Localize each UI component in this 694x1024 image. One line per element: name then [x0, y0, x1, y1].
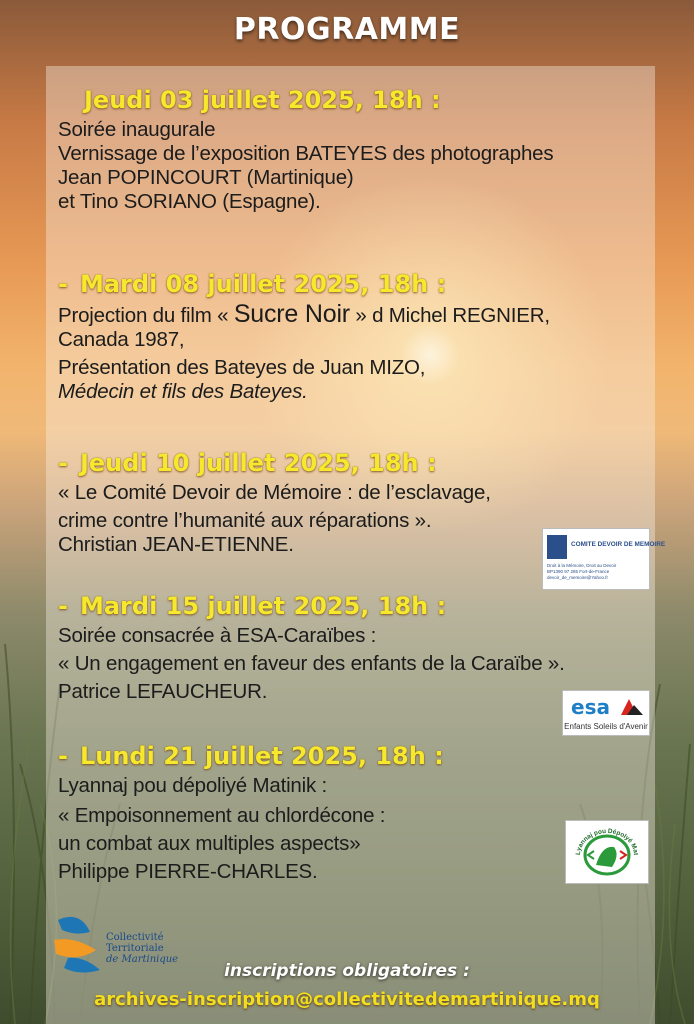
esa-logo: [562, 690, 650, 736]
film-director: » d Michel REGNIER,: [349, 304, 550, 327]
event-line: « Un engagement en faveur des enfants de la Caraïbe ».: [58, 652, 565, 675]
event-4: [58, 592, 656, 704]
event-date: Mardi 08 juillet 2025, 18h :: [79, 270, 447, 298]
event-line: Jean POPINCOURT (Martinique): [58, 166, 354, 189]
esa-mark: esa: [571, 695, 610, 719]
event-line: [58, 302, 656, 328]
event-dash: -: [58, 270, 68, 298]
film-intro: Projection du film «: [58, 304, 234, 327]
event-line: Présentation des Bateyes de Juan MIZO,: [58, 356, 426, 379]
comite-details: [547, 563, 616, 581]
event-date: Jeudi 03 juillet 2025, 18h :: [84, 86, 441, 114]
event-line: Lyannaj pou dépoliyé Matinik :: [58, 774, 328, 797]
registration-email-link[interactable]: archives-inscription@collectivitedemartinique.mq: [94, 989, 600, 1010]
comite-logo: [542, 528, 666, 590]
event-date-row: [58, 270, 656, 298]
event-line: un combat aux multiples aspects»: [58, 832, 361, 855]
esa-mark-icon: [563, 693, 649, 719]
event-line: crime contre l’humanité aux réparations ».: [58, 509, 432, 532]
comite-line: Droit à la Mémoire, Droit au Devoir: [547, 563, 617, 568]
event-date: Jeudi 10 juillet 2025, 18h :: [79, 449, 437, 477]
event-line: Patrice LEFAUCHEUR.: [58, 680, 268, 703]
event-line: Philippe PIERRE-CHARLES.: [58, 860, 318, 883]
event-2: [58, 270, 656, 404]
esa-caption: Enfants Soleils d'Avenir: [564, 722, 648, 731]
comite-line: devoir_de_memoire@Yahoo.fr: [547, 575, 609, 580]
event-line: et Tino SORIANO (Espagne).: [58, 190, 321, 213]
page-title: PROGRAMME: [233, 12, 461, 47]
event-line: Canada 1987,: [58, 328, 185, 351]
ctm-line: Collectivité: [106, 932, 164, 943]
event-line: Christian JEAN-ETIENNE.: [58, 533, 294, 556]
event-date-row: [58, 449, 656, 477]
event-line: Soirée consacrée à ESA-Caraïbes :: [58, 624, 377, 647]
registration-label: inscriptions obligatoires :: [224, 961, 470, 981]
event-date: Lundi 21 juillet 2025, 18h :: [79, 742, 444, 770]
ctm-line: de Martinique: [106, 954, 179, 965]
comite-photo-icon: [547, 535, 567, 559]
event-date: Mardi 15 juillet 2025, 18h :: [79, 592, 447, 620]
event-date-row: [58, 592, 656, 620]
lyannaj-logo: [565, 820, 649, 884]
event-line: « Empoisonnement au chlordécone :: [58, 804, 386, 827]
comite-title: COMITE DEVOIR DE MEMOIRE: [571, 541, 666, 548]
event-line: « Le Comité Devoir de Mémoire : de l’esclavage,: [58, 481, 491, 504]
event-line: Médecin et fils des Bateyes.: [58, 380, 308, 403]
event-date-row: [58, 742, 656, 770]
ctm-line: Territoriale: [106, 943, 164, 954]
lyannaj-ring-icon: [566, 821, 648, 883]
event-1: [58, 86, 656, 214]
film-title: Sucre Noir: [233, 300, 350, 328]
event-dash: -: [58, 449, 68, 477]
event-dash: -: [58, 742, 68, 770]
event-dash: -: [58, 592, 68, 620]
event-line: Vernissage de l’exposition BATEYES des photographes: [58, 142, 554, 165]
comite-line: BP1390 97 285 Fort-de-France: [547, 569, 610, 574]
lyannaj-ring-text: Lyannaj pou Dépolyé Mat: [574, 827, 640, 856]
event-line: Soirée inaugurale: [58, 118, 216, 141]
